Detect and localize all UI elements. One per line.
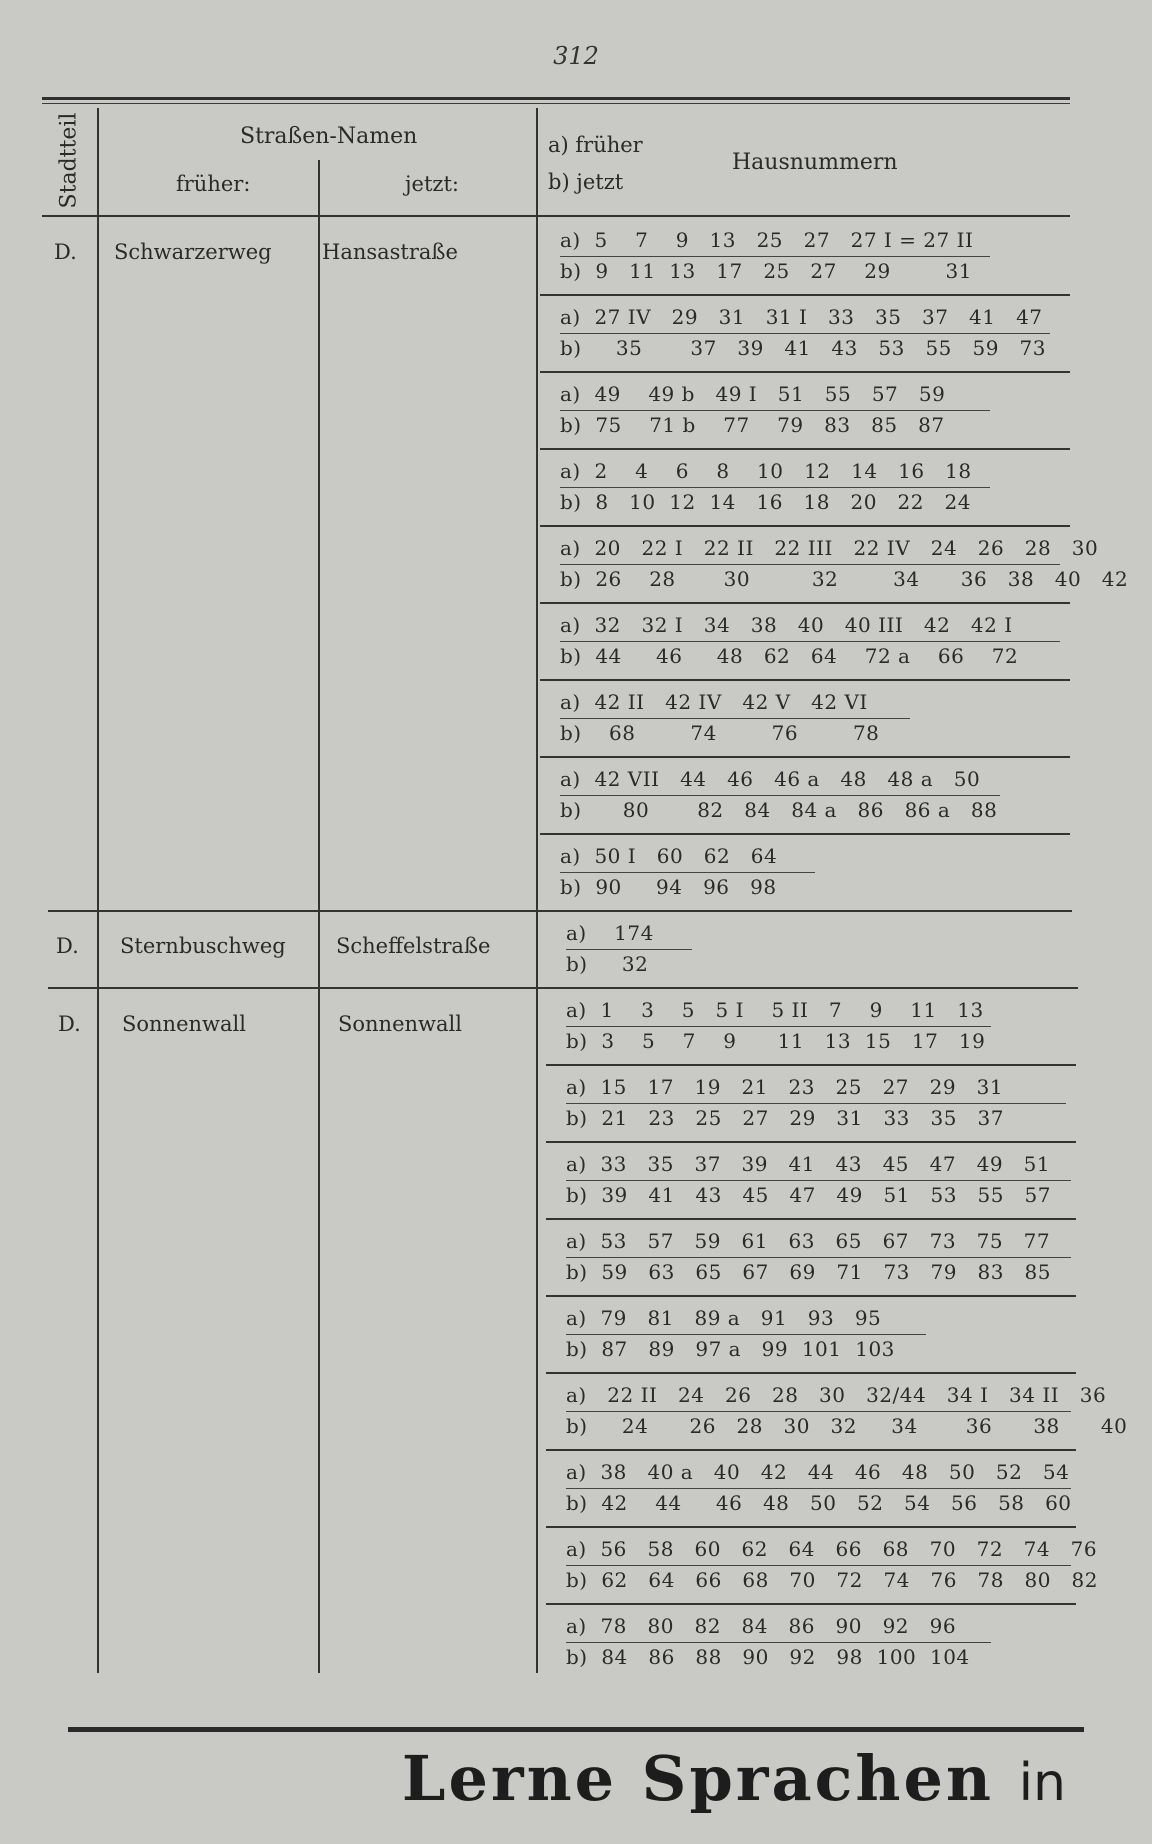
entry-1-group-8-a: a) 42 VII 44 46 46 a 48 48 a 50 (560, 767, 981, 791)
entry-3-group-1-a: a) 1 3 5 5 I 5 II 7 9 11 13 (566, 998, 984, 1022)
entry-1-group-6-b: b) 44 46 48 62 64 72 a 66 72 (560, 644, 1019, 668)
top-rule-thin (42, 103, 1070, 104)
footer-ad-bold: Lerne Sprachen (401, 1742, 994, 1815)
header-a-former: a) früher (548, 133, 643, 157)
entry-3-group-2-b: b) 21 23 25 27 29 31 33 35 37 (566, 1106, 1004, 1130)
entry-1-bottom-rule (48, 910, 1072, 912)
header-house-numbers: Hausnummern (732, 150, 898, 175)
entry-1-district: D. (54, 240, 77, 264)
entry-2-current-name: Scheffelstraße (336, 934, 491, 958)
entry-1-group-2-a: a) 27 IV 29 31 31 I 33 35 37 41 47 (560, 305, 1043, 329)
entry-1-group-1-b: b) 9 11 13 17 25 27 29 31 (560, 259, 972, 283)
entry-3-group-5-a: a) 79 81 89 a 91 93 95 (566, 1306, 882, 1330)
entry-3-group-3-b: b) 39 41 43 45 47 49 51 53 55 57 (566, 1183, 1051, 1207)
entry-3-group-7-a: a) 38 40 a 40 42 44 46 48 50 52 54 (566, 1460, 1070, 1484)
entry-3-group-1-b: b) 3 5 7 9 11 13 15 17 19 (566, 1029, 986, 1053)
entry-1-group-2-b: b) 35 37 39 41 43 53 55 59 73 (560, 336, 1046, 360)
entry-1-group-6-a: a) 32 32 I 34 38 40 40 III 42 42 I (560, 613, 1013, 637)
entry-1-group-9-a: a) 50 I 60 62 64 (560, 844, 778, 868)
entry-3-group-7-b: b) 42 44 46 48 50 52 54 56 58 60 (566, 1491, 1072, 1515)
entry-1-group-3-a: a) 49 49 b 49 I 51 55 57 59 (560, 382, 946, 406)
entry-3-group-8-b: b) 62 64 66 68 70 72 74 76 78 80 82 (566, 1568, 1098, 1592)
entry-1-group-8-b: b) 80 82 84 84 a 86 86 a 88 (560, 798, 998, 822)
entry-1-group-1-a: a) 5 7 9 13 25 27 27 I = 27 II (560, 228, 974, 252)
footer-ad-tail: in (1018, 1753, 1066, 1813)
header-bottom-rule (42, 215, 1070, 217)
entry-1-current-name: Hansastraße (322, 240, 458, 264)
footer-advertisement (402, 1742, 1066, 1815)
entry-1-group-5-a: a) 20 22 I 22 II 22 III 22 IV 24 26 28 30 (560, 536, 1099, 560)
entry-3-group-6-a: a) 22 II 24 26 28 30 32/44 34 I 34 II 36 (566, 1383, 1107, 1407)
entry-1-group-5-b: b) 26 28 30 32 34 36 38 40 42 (560, 567, 1129, 591)
entry-2-district: D. (56, 934, 79, 958)
entry-3-group-4-a: a) 53 57 59 61 63 65 67 73 75 77 (566, 1229, 1051, 1253)
column-line-names (318, 160, 320, 1673)
header-street-names: Straßen-Namen (240, 124, 418, 149)
entry-1-group-3-b: b) 75 71 b 77 79 83 85 87 (560, 413, 945, 437)
entry-3-group-9-b: b) 84 86 88 90 92 98 100 104 (566, 1645, 970, 1669)
entry-2-group-1-b: b) 32 (566, 952, 649, 976)
entry-2-bottom-rule (48, 987, 1078, 989)
header-district (46, 108, 92, 212)
entry-1-group-4-a: a) 2 4 6 8 10 12 14 16 18 (560, 459, 972, 483)
entry-2-former-name: Sternbuschweg (120, 934, 286, 958)
entry-1-former-name: Schwarzerweg (114, 240, 272, 264)
top-rule (42, 97, 1070, 100)
entry-3-district: D. (58, 1012, 81, 1036)
entry-3-group-3-a: a) 33 35 37 39 41 43 45 47 49 51 (566, 1152, 1051, 1176)
entry-3-group-4-b: b) 59 63 65 67 69 71 73 79 83 85 (566, 1260, 1051, 1284)
entry-1-group-4-b: b) 8 10 12 14 16 18 20 22 24 (560, 490, 972, 514)
column-line-district (97, 108, 99, 1673)
bottom-rule (68, 1727, 1084, 1732)
entry-3-current-name: Sonnenwall (338, 1012, 462, 1036)
column-line-numbers (536, 108, 538, 1673)
header-district-label: Stadtteil (56, 112, 82, 208)
entry-1-group-7-a: a) 42 II 42 IV 42 V 42 VI (560, 690, 868, 714)
entry-1-group-7-b: b) 68 74 76 78 (560, 721, 880, 745)
entry-2-group-1-a: a) 174 (566, 921, 654, 945)
entry-1-group-9-b: b) 90 94 96 98 (560, 875, 777, 899)
entry-3-former-name: Sonnenwall (122, 1012, 246, 1036)
header-b-current: b) jetzt (548, 170, 624, 194)
entry-3-group-9-a: a) 78 80 82 84 86 90 92 96 (566, 1614, 957, 1638)
entry-3-group-5-b: b) 87 89 97 a 99 101 103 (566, 1337, 895, 1361)
header-current: jetzt: (405, 172, 459, 196)
entry-3-group-6-b: b) 24 26 28 30 32 34 36 38 40 (566, 1414, 1128, 1438)
entry-3-group-8-a: a) 56 58 60 62 64 66 68 70 72 74 76 (566, 1537, 1098, 1561)
page-number: 312 (553, 42, 599, 70)
header-former: früher: (176, 172, 251, 196)
entry-3-group-2-a: a) 15 17 19 21 23 25 27 29 31 (566, 1075, 1004, 1099)
